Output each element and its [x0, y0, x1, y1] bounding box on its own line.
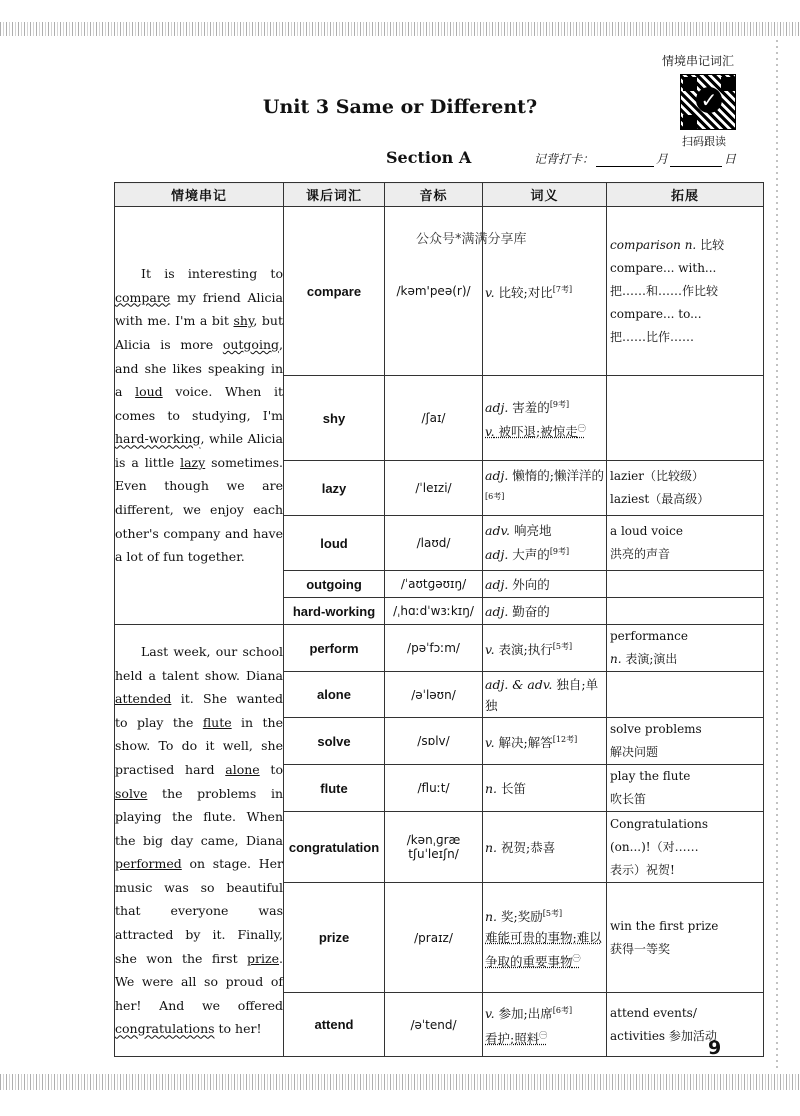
table-row — [115, 207, 764, 376]
table-header-row — [115, 183, 764, 207]
scan-edge-bottom — [0, 1074, 800, 1090]
phonetic-outgoing: /ˈaʊtɡəʊɪŋ/ — [385, 571, 483, 598]
story-paragraph-2: Last week, our school held a talent show. Diana attended it. She wanted to play the flute in the show. To do it well, she practised hard alone to solve the problems in playing the flute. When the big day came, Diana performed on stage. Her music was so beautiful that everyone was attracted by it. Finally, she won the first prize. We were all so proud of her! And we offered congratulations to her! — [115, 625, 284, 1057]
checkin-line — [534, 150, 736, 167]
meaning-solve: v. 解决;解答[12考] — [483, 718, 607, 765]
word-prize: prize — [284, 883, 385, 993]
unit-title: Unit 3 Same or Different? — [262, 96, 538, 118]
keyword: compare — [115, 289, 171, 305]
extension-prize: win the first prize 获得一等奖 — [607, 883, 764, 993]
meaning-outgoing: adj. 外向的 — [483, 571, 607, 598]
keyword: alone — [225, 761, 260, 777]
extension-hard-working — [607, 598, 764, 625]
watermark: 公众号*满满分享库 — [416, 232, 527, 247]
qr-label: 扫码跟读 — [682, 135, 726, 148]
phonetic-flute: /fluːt/ — [385, 765, 483, 812]
keyword: hard-working — [115, 431, 201, 447]
table-row — [115, 625, 764, 672]
extension-solve: solve problems 解决问题 — [607, 718, 764, 765]
phonetic-congratulation: /kənˌɡræ tʃuˈleɪʃn/ — [385, 812, 483, 883]
meaning-perform: v. 表演;执行[5考] — [483, 625, 607, 672]
checkmark-icon: ✓ — [696, 87, 722, 113]
extension-shy — [607, 376, 764, 461]
phonetic-attend: /əˈtend/ — [385, 993, 483, 1057]
month-label: 月 — [656, 152, 669, 166]
keyword: prize — [247, 950, 280, 966]
meaning-alone: adj. & adv. 独自;单独 — [483, 672, 607, 718]
word-compare: compare — [284, 207, 385, 376]
word-congratulation: congratulation — [284, 812, 385, 883]
word-attend: attend — [284, 993, 385, 1057]
extension-compare: comparison n. 比较 compare... with... 把……和……作比较 compare... to... 把……比作…… — [607, 207, 764, 376]
vocabulary-table — [114, 182, 764, 1057]
phonetic-solve: /sɒlv/ — [385, 718, 483, 765]
extension-congratulation: Congratulations (on...)!（对…… 表示）祝贺! — [607, 812, 764, 883]
word-alone: alone — [284, 672, 385, 718]
meaning-prize: n. 奖;奖励[5考] 难能可贵的事物;难以争取的重要事物$^㊀$ — [483, 883, 607, 993]
header-tag: 情境串记词汇 — [661, 54, 734, 68]
phonetic-lazy: /ˈleɪzi/ — [385, 461, 483, 516]
page-number: 9 — [708, 1037, 722, 1059]
header-context: 情境串记 — [115, 183, 284, 207]
word-shy: shy — [284, 376, 385, 461]
word-perform: perform — [284, 625, 385, 672]
header-extension: 拓展 — [607, 183, 764, 207]
phonetic-alone: /əˈləʊn/ — [385, 672, 483, 718]
meaning-hard-working: adj. 勤奋的 — [483, 598, 607, 625]
header-phonetic: 音标 — [385, 183, 483, 207]
keyword: attended — [115, 691, 172, 707]
keyword: flute — [202, 714, 232, 730]
checkin-label: 记背打卡： — [534, 152, 595, 166]
keyword: loud — [135, 384, 163, 400]
meaning-congratulation: n. 祝贺;恭喜 — [483, 812, 607, 883]
phonetic-prize: /praɪz/ — [385, 883, 483, 993]
extension-alone — [607, 672, 764, 718]
keyword: shy — [233, 313, 254, 329]
extension-perform: performance n. 表演;演出 — [607, 625, 764, 672]
word-outgoing: outgoing — [284, 571, 385, 598]
scan-edge-right — [776, 40, 778, 1070]
meaning-loud: adv. 响亮地 adj. 大声的[9考] — [483, 516, 607, 571]
keyword: lazy — [180, 454, 206, 470]
keyword: congratulations — [115, 1021, 215, 1037]
day-label: 日 — [724, 152, 737, 166]
section-title: Section A — [386, 148, 472, 167]
word-solve: solve — [284, 718, 385, 765]
scan-edge-top — [0, 22, 800, 36]
extension-outgoing — [607, 571, 764, 598]
extension-loud: a loud voice 洪亮的声音 — [607, 516, 764, 571]
phonetic-perform: /pəˈfɔːm/ — [385, 625, 483, 672]
header-meaning: 词义 — [483, 183, 607, 207]
day-blank — [670, 166, 722, 167]
word-flute: flute — [284, 765, 385, 812]
phonetic-loud: /laʊd/ — [385, 516, 483, 571]
header-word: 课后词汇 — [284, 183, 385, 207]
meaning-lazy: adj. 懒惰的;懒洋洋的[6考] — [483, 461, 607, 516]
meaning-shy: adj. 害羞的[9考] v. 被吓退;被惊走$^㊀$ — [483, 376, 607, 461]
keyword: performed — [115, 856, 182, 872]
meaning-compare: v. 比较;对比[7考] — [483, 207, 607, 376]
month-blank — [596, 166, 654, 167]
extension-attend: attend events/ activities 参加活动 — [607, 993, 764, 1057]
phonetic-compare: /kəm'peə(r)/ — [385, 207, 483, 376]
phonetic-shy: /ʃaɪ/ — [385, 376, 483, 461]
extension-flute: play the flute 吹长笛 — [607, 765, 764, 812]
word-lazy: lazy — [284, 461, 385, 516]
keyword: outgoing — [222, 336, 280, 352]
phonetic-hard-working: /ˌhɑːdˈwɜːkɪŋ/ — [385, 598, 483, 625]
word-hard-working: hard-working — [284, 598, 385, 625]
word-loud: loud — [284, 516, 385, 571]
meaning-attend: v. 参加;出席[6考] 看护;照料$^㊀$ — [483, 993, 607, 1057]
story-paragraph-1: It is interesting to compare my friend Alicia with me. I'm a bit shy, but Alicia is more outgoing, and she likes speaking in a loud voice. When it comes to studying, I'm hard-working, while Alicia is a little lazy sometimes. Even though we are different, we enjoy each other's company and have a lot of fun together. — [115, 207, 284, 625]
meaning-flute: n. 长笛 — [483, 765, 607, 812]
keyword: solve — [115, 785, 148, 801]
extension-lazy: lazier（比较级） laziest（最高级） — [607, 461, 764, 516]
